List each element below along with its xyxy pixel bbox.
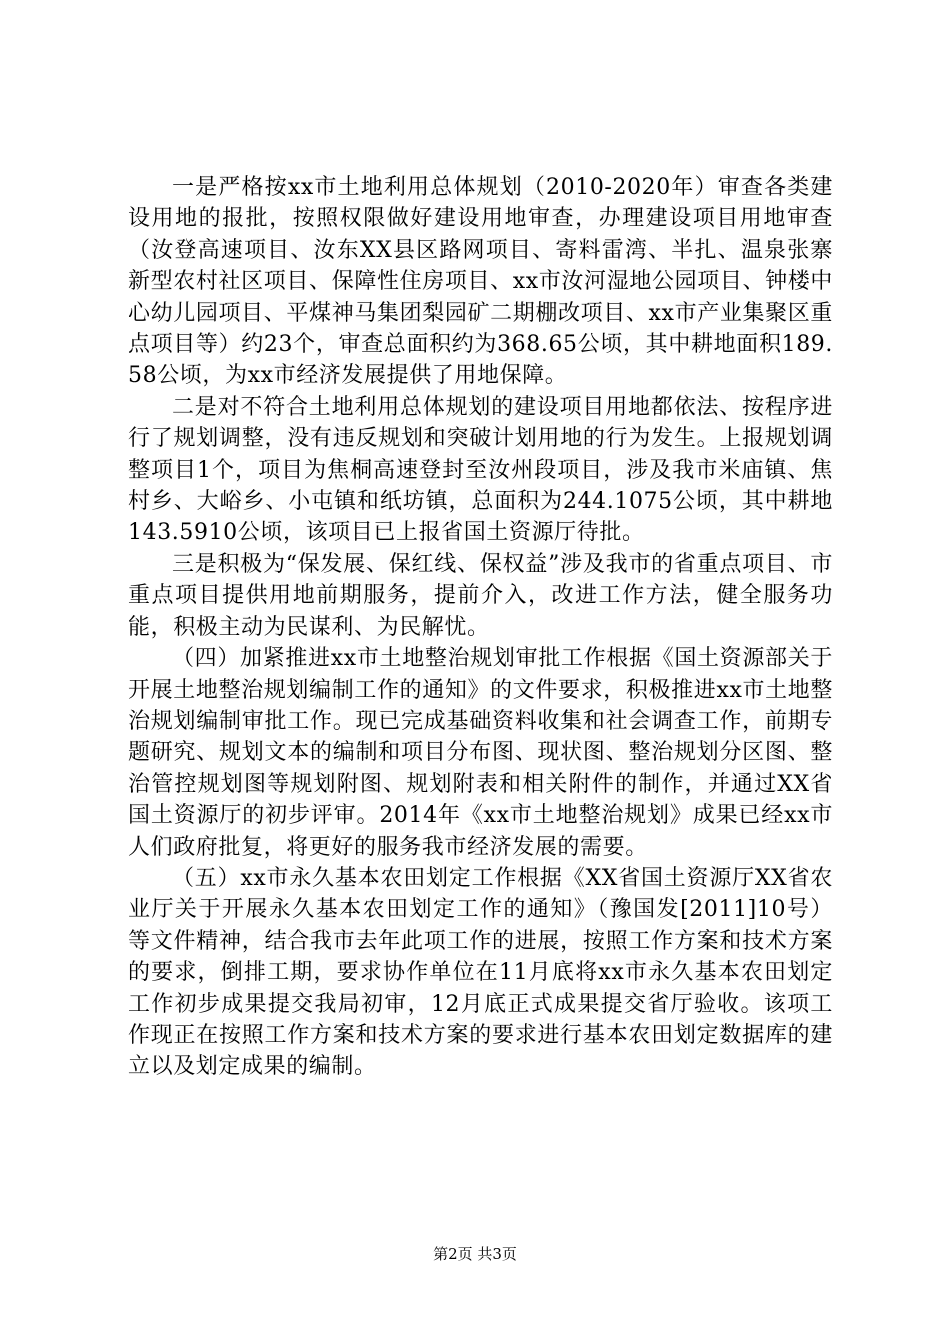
document-body xyxy=(128,172,833,1083)
paragraph-planning-adjustment: 二是对不符合土地利用总体规划的建设项目用地都依法、按程序进行了规划调整，没有违反规划和突破计划用地的行为发生。上报规划调整项目1个，项目为焦桐高速登封至汝州段项目，涉及我市米庙镇、焦村乡、大峪乡、小屯镇和纸坊镇，总面积为244.1075公顷，其中耕地143.5910公顷，该项目已上报省国土资源厅待批。 xyxy=(128,394,833,546)
paragraph-land-consolidation: （四）加紧推进xx市土地整治规划审批工作根据《国土资源部关于开展土地整治规划编制工作的通知》的文件要求，积极推进xx市土地整治规划编制审批工作。现已完成基础资料收集和社会调查工作，前期专题研究、规划文本的编制和项目分布图、现状图、整治规划分区图、整治管控规划图等规划附图、规划附表和相关附件的制作，并通过XX省国土资源厅的初步评审。2014年《xx市土地整治规划》成果已经xx市人们政府批复，将更好的服务我市经济发展的需要。 xyxy=(128,646,833,860)
page-number-footer: 第2页 共3页 xyxy=(433,1245,517,1263)
paragraph-farmland-delineation: （五）xx市永久基本农田划定工作根据《XX省国土资源厅XX省农业厅关于开展永久基本农田划定工作的通知》（豫国发[2011]10号）等文件精神，结合我市去年此项工作的进展，按照工作方案和技术方案的要求，倒排工期，要求协作单位在11月底将xx市永久基本农田划定工作初步成果提交我局初审，12月底正式成果提交省厅验收。该项工作现正在按照工作方案和技术方案的要求进行基本农田划定数据库的建立以及划定成果的编制。 xyxy=(128,865,833,1080)
paragraph-land-service: 三是积极为“保发展、保红线、保权益”涉及我市的省重点项目、市重点项目提供用地前期服务，提前介入，改进工作方法，健全服务功能，积极主动为民谋利、为民解忧。 xyxy=(128,551,833,640)
paragraph-planning-review: 一是严格按xx市土地利用总体规划（2010-2020年）审查各类建设用地的报批，按照权限做好建设用地审查，办理建设项目用地审查（汝登高速项目、汝东XX县区路网项目、寄料雷湾、半扎、温泉张寨新型农村社区项目、保障性住房项目、xx市汝河湿地公园项目、钟楼中心幼儿园项目、平煤神马集团梨园矿二期棚改项目、xx市产业集聚区重点项目等）约23个，审查总面积约为368.65公顷，其中耕地面积189.58公顷，为xx市经济发展提供了用地保障。 xyxy=(128,175,833,389)
